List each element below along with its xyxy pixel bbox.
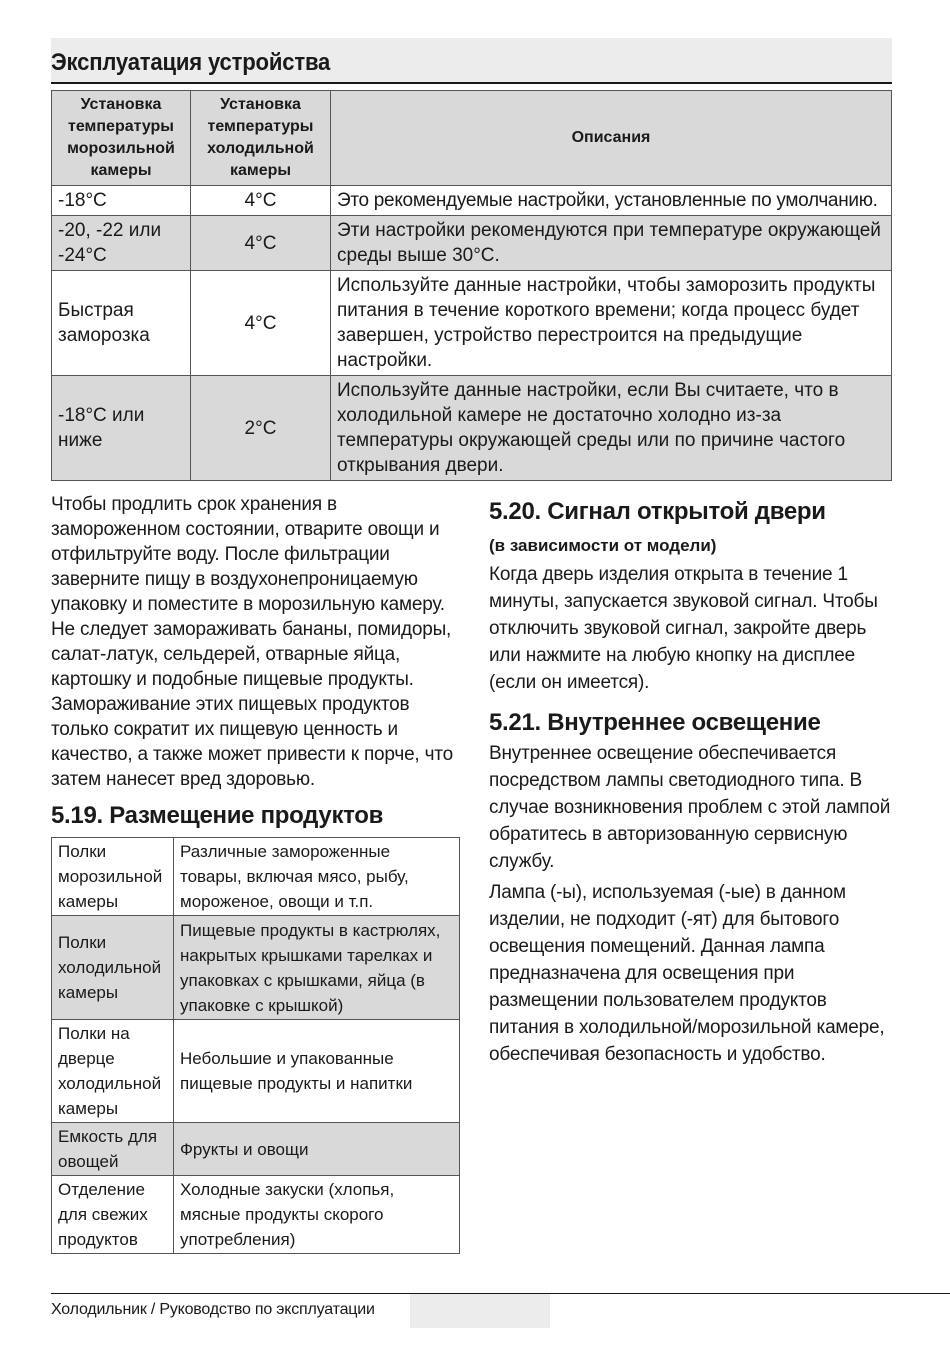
temperature-settings-table	[51, 90, 892, 481]
placement-location-cell: Полки холодильной камеры	[52, 916, 174, 1020]
page-title: Эксплуатация устройства	[51, 49, 331, 76]
freezer-temp-cell: -18°C	[52, 186, 191, 216]
header-band	[51, 38, 892, 84]
fridge-temp-cell: 4°C	[191, 271, 331, 376]
freezing-advice-paragraph: Чтобы продлить срок хранения в замороженном состоянии, отварите овощи и отфильтруйте воду. После фильтрации заверните пищу в воздухонепроницаемую упаковку и поместите в морозильную камеру. Не следует замораживать бананы, помидоры, салат-латук, сельдерей, отварные яйца, картошку и подобные пищевые продукты. Замораживание этих пищевых продуктов только сократит их пищевую ценность и качество, а также может привести к порче, что затем нанесет вред здоровью.	[51, 494, 453, 790]
placement-items-cell: Различные замороженные товары, включая мясо, рыбу, мороженое, овощи и т.п.	[174, 838, 460, 916]
table-header-row	[52, 91, 892, 186]
placement-location-cell: Полки морозильной камеры	[52, 838, 174, 916]
freezer-temp-cell: Быстрая заморозка	[52, 271, 191, 376]
section-5-19-title: 5.19. Размещение продуктов	[51, 802, 384, 829]
placement-items-cell: Небольшие и упакованные пищевые продукты и напитки	[174, 1020, 460, 1123]
section-5-21-text-2: Лампа (-ы), используемая (-ые) в данном изделии, не подходит (-ят) для бытового освещения помещений. Данная лампа предназначена для освещения при размещении пользователем продуктов питания в холодильной/морозильной камере, обеспечивая безопасность и удобство.	[489, 882, 885, 1065]
placement-location-cell: Емкость для овощей	[52, 1123, 174, 1176]
section-5-20-title: 5.20. Сигнал открытой двери	[489, 498, 826, 525]
table-row	[52, 271, 892, 376]
footer-text: Холодильник / Руководство по эксплуатации	[51, 1301, 375, 1318]
table-row	[52, 1123, 460, 1176]
fridge-temp-cell: 4°C	[191, 216, 331, 271]
freezer-temp-cell: -18°C или ниже	[52, 376, 191, 481]
description-cell: Используйте данные настройки, если Вы считаете, что в холодильной камере не достаточно холодно из-за температуры окружающей среды или по причине частого открывания двери.	[331, 376, 892, 481]
description-cell: Это рекомендуемые настройки, установленные по умолчанию.	[331, 186, 892, 216]
section-5-20-subtitle: (в зависимости от модели)	[489, 536, 717, 555]
section-5-20-text: Когда дверь изделия открыта в течение 1 минуты, запускается звуковой сигнал. Чтобы отключить звуковой сигнал, закройте дверь или нажмите на любую кнопку на дисплее (если он имеется).	[489, 564, 878, 693]
placement-location-cell: Полки на дверце холодильной камеры	[52, 1020, 174, 1123]
freezer-temp-cell: -20, -22 или -24°C	[52, 216, 191, 271]
section-5-21-text-1: Внутреннее освещение обеспечивается посредством лампы светодиодного типа. В случае возникновения проблем с этой лампой обратитесь в авторизованную сервисную службу.	[489, 743, 891, 872]
page-number-box	[410, 1294, 550, 1328]
description-cell: Используйте данные настройки, чтобы заморозить продукты питания в течение короткого времени; когда процесс будет завершен, устройство перестроится на предыдущие настройки.	[331, 271, 892, 376]
placement-location-cell: Отделение для свежих продуктов	[52, 1176, 174, 1254]
table-row	[52, 1020, 460, 1123]
section-5-21-title: 5.21. Внутреннее освещение	[489, 709, 821, 736]
placement-items-cell: Холодные закуски (хлопья, мясные продукты скорого употребления)	[174, 1176, 460, 1254]
fridge-temp-cell: 2°C	[191, 376, 331, 481]
table-row	[52, 376, 892, 481]
header-descriptions: Описания	[331, 91, 892, 186]
table-row	[52, 216, 892, 271]
placement-items-cell: Фрукты и овощи	[174, 1123, 460, 1176]
description-cell: Эти настройки рекомендуются при температуре окружающей среды выше 30°C.	[331, 216, 892, 271]
table-row	[52, 186, 892, 216]
fridge-temp-cell: 4°C	[191, 186, 331, 216]
food-placement-table	[51, 837, 460, 1254]
placement-items-cell: Пищевые продукты в кастрюлях, накрытых крышками тарелках и упаковках с крышками, яйца (в упаковке с крышкой)	[174, 916, 460, 1020]
header-freezer-setting: Установка температуры морозильной камеры	[52, 91, 191, 186]
header-fridge-setting: Установка температуры холодильной камеры	[191, 91, 331, 186]
table-row	[52, 1176, 460, 1254]
table-row	[52, 916, 460, 1020]
table-row	[52, 838, 460, 916]
